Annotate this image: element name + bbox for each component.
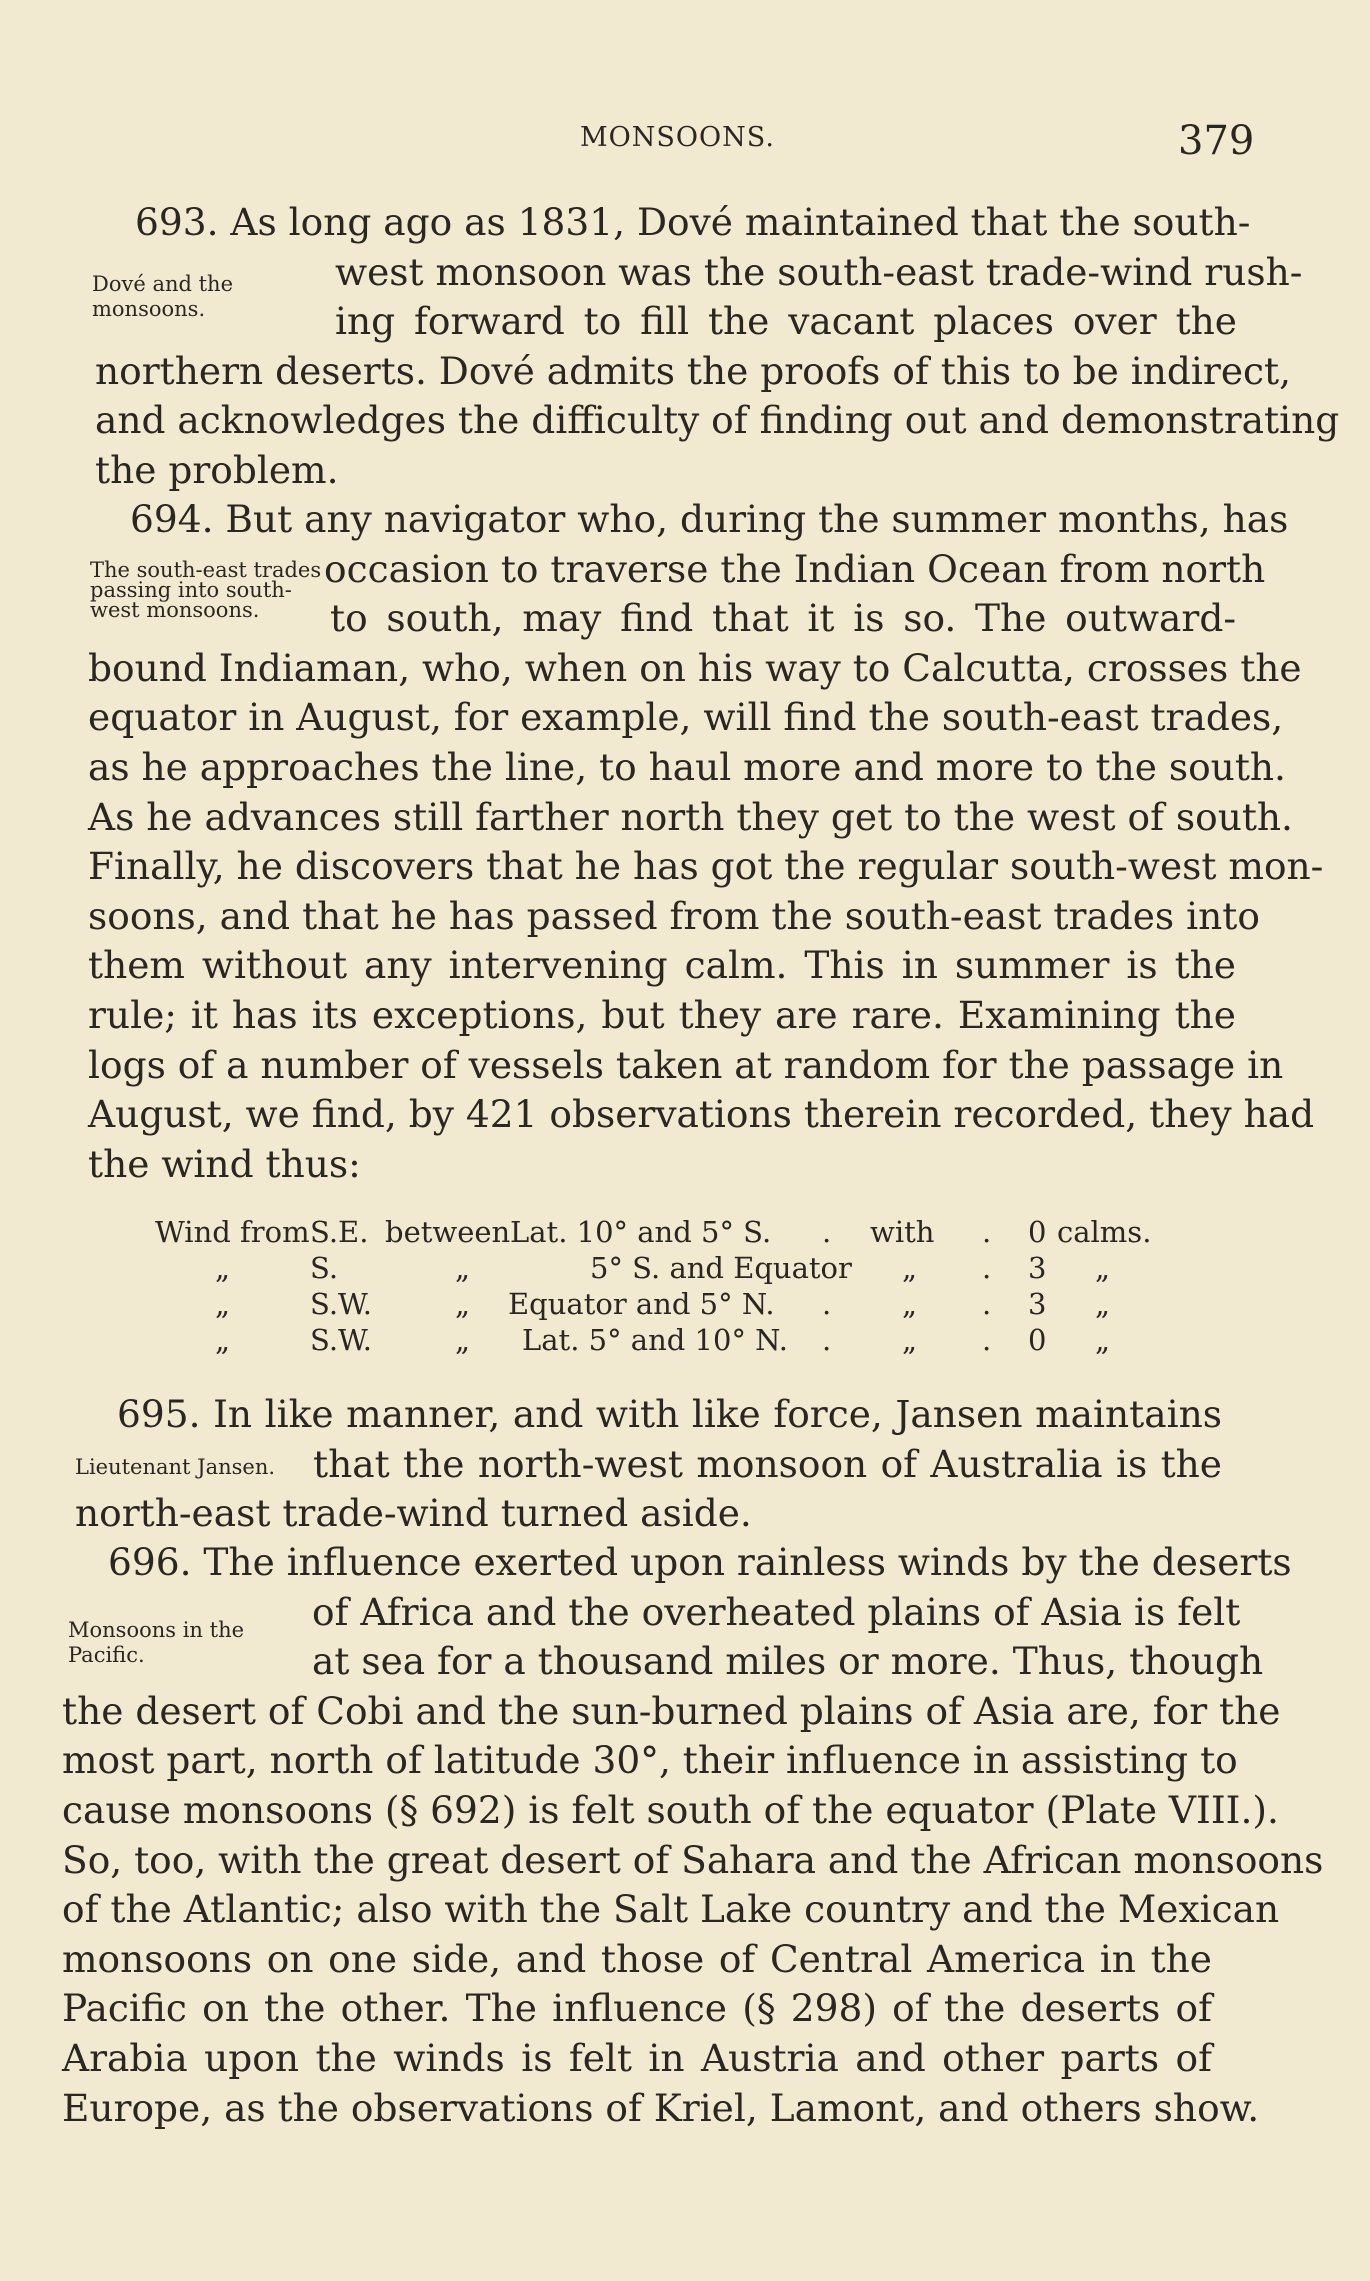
text-line: that the north-west monsoon of Australia is the bbox=[313, 1441, 1222, 1486]
text-line: the problem. bbox=[95, 447, 339, 492]
text-line: 696. The influence exerted upon rainless winds by the deserts bbox=[108, 1540, 1292, 1584]
table-row bbox=[150, 1215, 1160, 1251]
page-number: 379 bbox=[1178, 118, 1255, 164]
cell-direction: S.W. bbox=[310, 1287, 373, 1321]
text-line: Arabia upon the winds is felt in Austria and other parts of bbox=[62, 2035, 1212, 2080]
cell-lead: „ bbox=[215, 1287, 231, 1321]
text-line: of Africa and the overheated plains of Asia is felt bbox=[312, 1589, 1241, 1634]
cell-leader: . bbox=[822, 1323, 832, 1357]
cell-unit: „ bbox=[1095, 1251, 1111, 1285]
text-line: 694. But any navigator who, during the summer months, has bbox=[130, 497, 1289, 541]
cell-with: „ bbox=[902, 1251, 918, 1285]
cell-with: with bbox=[870, 1215, 935, 1249]
cell-leader: . bbox=[822, 1287, 832, 1321]
running-head: MONSOONS. bbox=[580, 122, 775, 153]
text-line: cause monsoons (§ 692) is felt south of the equator (Plate VIII.). bbox=[62, 1787, 1279, 1832]
text-line: the desert of Cobi and the sun-burned plains of Asia are, for the bbox=[62, 1688, 1281, 1733]
text-line: west monsoon was the south-east trade-wind rush- bbox=[335, 249, 1303, 294]
cell-direction: S.W. bbox=[310, 1323, 373, 1357]
table-row bbox=[150, 1323, 1160, 1359]
text-line: to south, may find that it is so. The outward- bbox=[330, 596, 1236, 641]
paragraph-693 bbox=[95, 198, 1340, 496]
cell-unit: „ bbox=[1095, 1287, 1111, 1321]
margin-note-pacific bbox=[68, 1618, 244, 1668]
cell-leader: . bbox=[982, 1251, 992, 1285]
text-line: monsoons on one side, and those of Central America in the bbox=[62, 1936, 1212, 1981]
text-line: So, too, with the great desert of Sahara and the African monsoons bbox=[62, 1837, 1324, 1882]
text-line: Pacific on the other. The influence (§ 298) of the deserts of bbox=[62, 1986, 1212, 2031]
cell-unit: calms. bbox=[1057, 1215, 1152, 1249]
cell-between: „ bbox=[455, 1323, 471, 1357]
margin-note-jansen bbox=[75, 1455, 275, 1480]
cell-between: between bbox=[385, 1215, 511, 1249]
cell-leader: . bbox=[822, 1215, 832, 1249]
text-line: bound Indiaman, who, when on his way to Calcutta, crosses the bbox=[88, 645, 1302, 690]
cell-leader: . bbox=[982, 1287, 992, 1321]
margin-note-line: The south-east trades bbox=[90, 558, 322, 582]
cell-with: „ bbox=[902, 1287, 918, 1321]
text-line: rule; it has its exceptions, but they are rare. Examining the bbox=[88, 992, 1236, 1037]
text-line: August, we find, by 421 observations therein recorded, they had bbox=[88, 1092, 1315, 1137]
cell-lead: „ bbox=[215, 1251, 231, 1285]
margin-note-line: Pacific. bbox=[68, 1643, 145, 1667]
margin-note-line: Dové and the bbox=[92, 272, 234, 296]
cell-lead: „ bbox=[215, 1323, 231, 1357]
table-row bbox=[150, 1251, 1160, 1287]
margin-note-dove bbox=[92, 272, 233, 322]
text-line: the wind thus: bbox=[88, 1141, 361, 1186]
text-line: northern deserts. Dové admits the proofs of this to be indirect, bbox=[95, 348, 1292, 393]
text-line: Europe, as the observations of Kriel, Lamont, and others show. bbox=[62, 2085, 1260, 2130]
cell-range: Lat. 10° and 5° S. bbox=[510, 1215, 772, 1249]
cell-direction: S. bbox=[310, 1251, 339, 1285]
cell-direction: S.E. bbox=[310, 1215, 369, 1249]
text-line: Finally, he discovers that he has got the regular south-west mon- bbox=[88, 844, 1324, 889]
text-line: ing forward to fill the vacant places over the bbox=[335, 299, 1237, 344]
cell-with: „ bbox=[902, 1323, 918, 1357]
text-line: north-east trade-wind turned aside. bbox=[75, 1491, 752, 1536]
text-line: As he advances still farther north they get to the west of south. bbox=[88, 794, 1293, 839]
cell-count: 3 bbox=[1028, 1251, 1047, 1285]
cell-range: Lat. 5° and 10° N. bbox=[522, 1323, 788, 1357]
margin-note-line: passing into south- bbox=[90, 578, 292, 602]
text-line: as he approaches the line, to haul more and more to the south. bbox=[88, 744, 1286, 789]
text-line: 695. In like manner, and with like force, Jansen maintains bbox=[117, 1392, 1222, 1436]
margin-note-line: Monsoons in the bbox=[68, 1618, 245, 1642]
text-line: equator in August, for example, will find the south-east trades, bbox=[88, 695, 1284, 740]
text-line: 693. As long ago as 1831, Dové maintained that the south- bbox=[135, 200, 1251, 244]
text-line: most part, north of latitude 30°, their influence in assisting to bbox=[62, 1738, 1238, 1783]
cell-range: Equator and 5° N. bbox=[508, 1287, 775, 1321]
margin-note-line: Lieutenant Jansen. bbox=[75, 1455, 276, 1479]
margin-note-trades bbox=[90, 560, 321, 620]
cell-count: 3 bbox=[1028, 1287, 1047, 1321]
cell-unit: „ bbox=[1095, 1323, 1111, 1357]
cell-leader: . bbox=[982, 1323, 992, 1357]
table-row bbox=[150, 1287, 1160, 1323]
cell-count: 0 bbox=[1028, 1215, 1047, 1249]
cell-range: 5° S. and Equator bbox=[590, 1251, 852, 1285]
cell-between: „ bbox=[455, 1251, 471, 1285]
text-line: and acknowledges the difficulty of finding out and demonstrating bbox=[95, 398, 1340, 443]
cell-between: „ bbox=[455, 1287, 471, 1321]
cell-leader: . bbox=[982, 1215, 992, 1249]
text-line: of the Atlantic; also with the Salt Lake country and the Mexican bbox=[62, 1887, 1280, 1932]
text-line: occasion to traverse the Indian Ocean from north bbox=[324, 546, 1266, 591]
text-line: soons, and that he has passed from the south-east trades into bbox=[88, 893, 1260, 938]
text-line: at sea for a thousand miles or more. Thus, though bbox=[312, 1639, 1264, 1684]
text-line: logs of a number of vessels taken at random for the passage in bbox=[88, 1042, 1284, 1087]
cell-lead: Wind from bbox=[155, 1215, 310, 1249]
margin-note-line: west monsoons. bbox=[90, 598, 260, 622]
text-line: them without any intervening calm. This in summer is the bbox=[88, 943, 1236, 988]
margin-note-line: monsoons. bbox=[92, 297, 206, 321]
cell-count: 0 bbox=[1028, 1323, 1047, 1357]
